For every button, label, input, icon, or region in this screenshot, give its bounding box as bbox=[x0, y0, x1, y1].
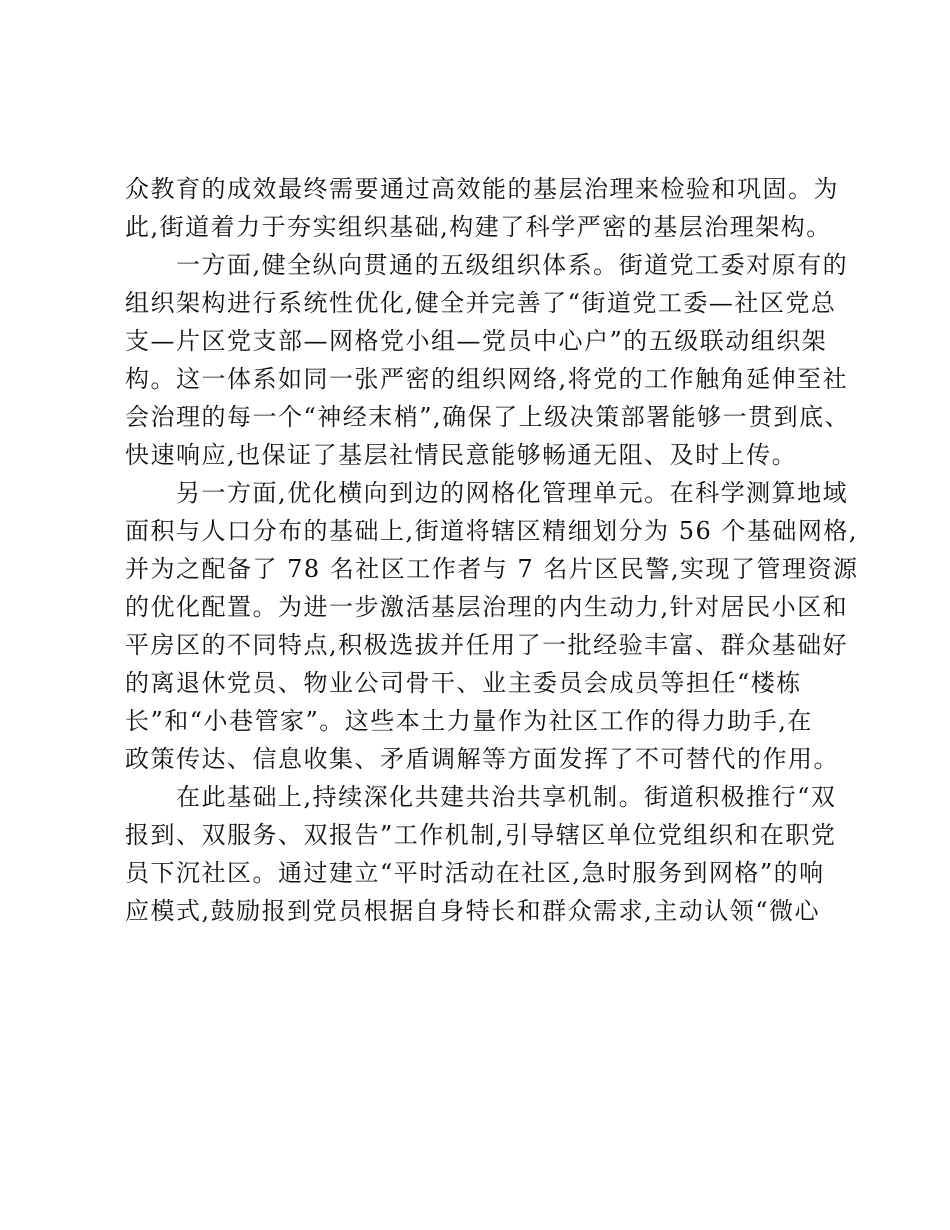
text-line: 面积与人口分布的基础上,街道将辖区精细划分为 56 个基础网格, bbox=[125, 517, 859, 545]
text-line: 另一方面,优化横向到边的网格化管理单元。在科学测算地域 bbox=[125, 479, 849, 507]
text-line: 在此基础上,持续深化共建共治共享机制。街道积极推行“双 bbox=[125, 783, 837, 811]
body-text bbox=[125, 170, 859, 930]
text-line: 组织架构进行系统性优化,健全并完善了“街道党工委—社区党总 bbox=[125, 289, 837, 317]
text-line: 此,街道着力于夯实组织基础,构建了科学严密的基层治理架构。 bbox=[125, 213, 832, 241]
text-line: 长”和“小巷管家”。这些本土力量作为社区工作的得力助手,在 bbox=[125, 707, 813, 735]
text-line: 支—片区党支部—网格党小组—党员中心户”的五级联动组织架 bbox=[125, 327, 828, 355]
text-line: 的优化配置。为进一步激活基层治理的内生动力,针对居民小区和 bbox=[125, 593, 849, 621]
text-line: 应模式,鼓励报到党员根据自身特长和群众需求,主动认领“微心 bbox=[125, 897, 821, 925]
text-line: 一方面,健全纵向贯通的五级组织体系。街道党工委对原有的 bbox=[125, 251, 849, 279]
text-line: 会治理的每一个“神经末梢”,确保了上级决策部署能够一贯到底、 bbox=[125, 403, 851, 431]
text-line: 快速响应,也保证了基层社情民意能够畅通无阻、及时上传。 bbox=[125, 441, 798, 469]
text-line: 报到、双服务、双报告”工作机制,引导辖区单位党组织和在职党 bbox=[125, 821, 837, 849]
text-line: 员下沉社区。通过建立“平时活动在社区,急时服务到网格”的响 bbox=[125, 859, 825, 887]
text-line: 众教育的成效最终需要通过高效能的基层治理来检验和巩固。为 bbox=[125, 175, 839, 203]
text-line: 的离退休党员、物业公司骨干、业主委员会成员等担任“楼栋 bbox=[125, 669, 802, 697]
text-line: 构。这一体系如同一张严密的组织网络,将党的工作触角延伸至社 bbox=[125, 365, 849, 393]
text-line: 平房区的不同特点,积极选拔并任用了一批经验丰富、群众基础好 bbox=[125, 631, 849, 659]
text-line: 并为之配备了 78 名社区工作者与 7 名片区民警,实现了管理资源 bbox=[125, 555, 859, 583]
text-line: 政策传达、信息收集、矛盾调解等方面发挥了不可替代的作用。 bbox=[125, 745, 839, 773]
